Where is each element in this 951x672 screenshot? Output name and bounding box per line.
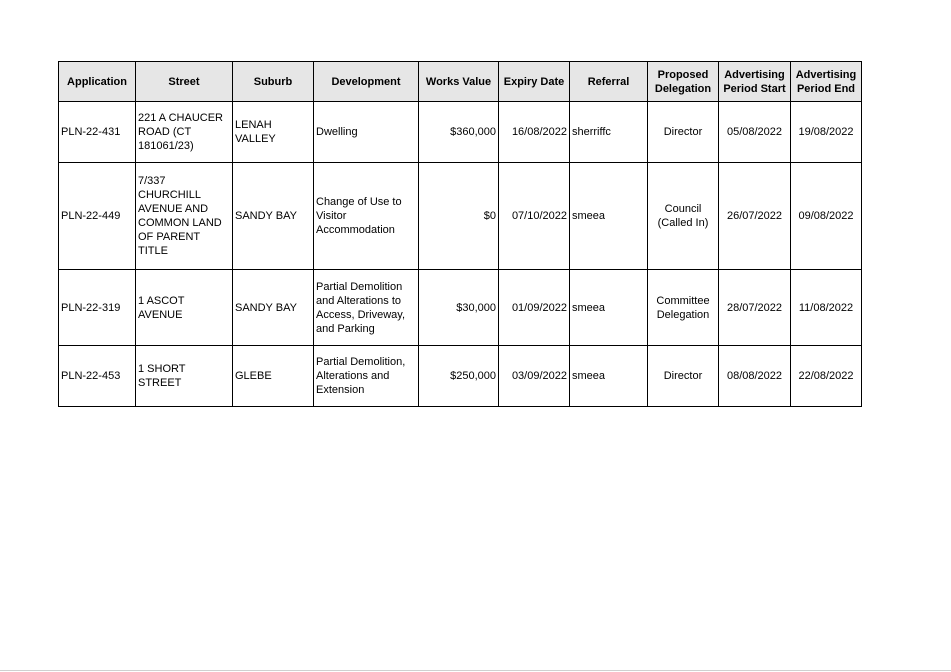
header-works-value: Works Value: [419, 62, 499, 102]
cell-suburb: GLEBE: [233, 346, 314, 407]
table-row: [59, 163, 862, 270]
cell-suburb: SANDY BAY: [233, 270, 314, 346]
cell-proposed-delegation: Council (Called In): [648, 163, 719, 270]
cell-proposed-delegation: Committee Delegation: [648, 270, 719, 346]
table-row: [59, 270, 862, 346]
cell-works-value: $30,000: [419, 270, 499, 346]
cell-advertising-end: 11/08/2022: [791, 270, 862, 346]
cell-expiry-date: 01/09/2022: [499, 270, 570, 346]
cell-referral: sherriffc: [570, 102, 648, 163]
header-development: Development: [314, 62, 419, 102]
cell-advertising-start: 08/08/2022: [719, 346, 791, 407]
header-street: Street: [136, 62, 233, 102]
cell-referral: smeea: [570, 270, 648, 346]
cell-referral: smeea: [570, 346, 648, 407]
cell-advertising-start: 05/08/2022: [719, 102, 791, 163]
header-expiry-date: Expiry Date: [499, 62, 570, 102]
cell-development: Change of Use to Visitor Accommodation: [314, 163, 419, 270]
cell-application: PLN-22-319: [59, 270, 136, 346]
cell-street: 7/337 CHURCHILL AVENUE AND COMMON LAND OF PARENT TITLE: [136, 163, 233, 270]
cell-development: Partial Demolition, Alterations and Extension: [314, 346, 419, 407]
cell-application: PLN-22-431: [59, 102, 136, 163]
cell-proposed-delegation: Director: [648, 346, 719, 407]
cell-advertising-end: 09/08/2022: [791, 163, 862, 270]
cell-development: Partial Demolition and Alterations to Access, Driveway, and Parking: [314, 270, 419, 346]
cell-application: PLN-22-453: [59, 346, 136, 407]
cell-expiry-date: 07/10/2022: [499, 163, 570, 270]
header-proposed-delegation: Proposed Delegation: [648, 62, 719, 102]
table-row: [59, 102, 862, 163]
header-suburb: Suburb: [233, 62, 314, 102]
cell-works-value: $250,000: [419, 346, 499, 407]
cell-advertising-start: 26/07/2022: [719, 163, 791, 270]
header-advertising-end: Advertising Period End: [791, 62, 862, 102]
cell-proposed-delegation: Director: [648, 102, 719, 163]
cell-advertising-start: 28/07/2022: [719, 270, 791, 346]
cell-advertising-end: 19/08/2022: [791, 102, 862, 163]
cell-street: 1 ASCOT AVENUE: [136, 270, 233, 346]
cell-development: Dwelling: [314, 102, 419, 163]
cell-street: 1 SHORT STREET: [136, 346, 233, 407]
cell-suburb: SANDY BAY: [233, 163, 314, 270]
cell-advertising-end: 22/08/2022: [791, 346, 862, 407]
cell-expiry-date: 16/08/2022: [499, 102, 570, 163]
cell-expiry-date: 03/09/2022: [499, 346, 570, 407]
cell-referral: smeea: [570, 163, 648, 270]
header-referral: Referral: [570, 62, 648, 102]
cell-application: PLN-22-449: [59, 163, 136, 270]
header-advertising-start: Advertising Period Start: [719, 62, 791, 102]
cell-works-value: $360,000: [419, 102, 499, 163]
header-row: [59, 62, 862, 102]
cell-works-value: $0: [419, 163, 499, 270]
table-row: [59, 346, 862, 407]
header-application: Application: [59, 62, 136, 102]
applications-table: [58, 61, 862, 407]
cell-suburb: LENAH VALLEY: [233, 102, 314, 163]
cell-street: 221 A CHAUCER ROAD (CT 181061/23): [136, 102, 233, 163]
